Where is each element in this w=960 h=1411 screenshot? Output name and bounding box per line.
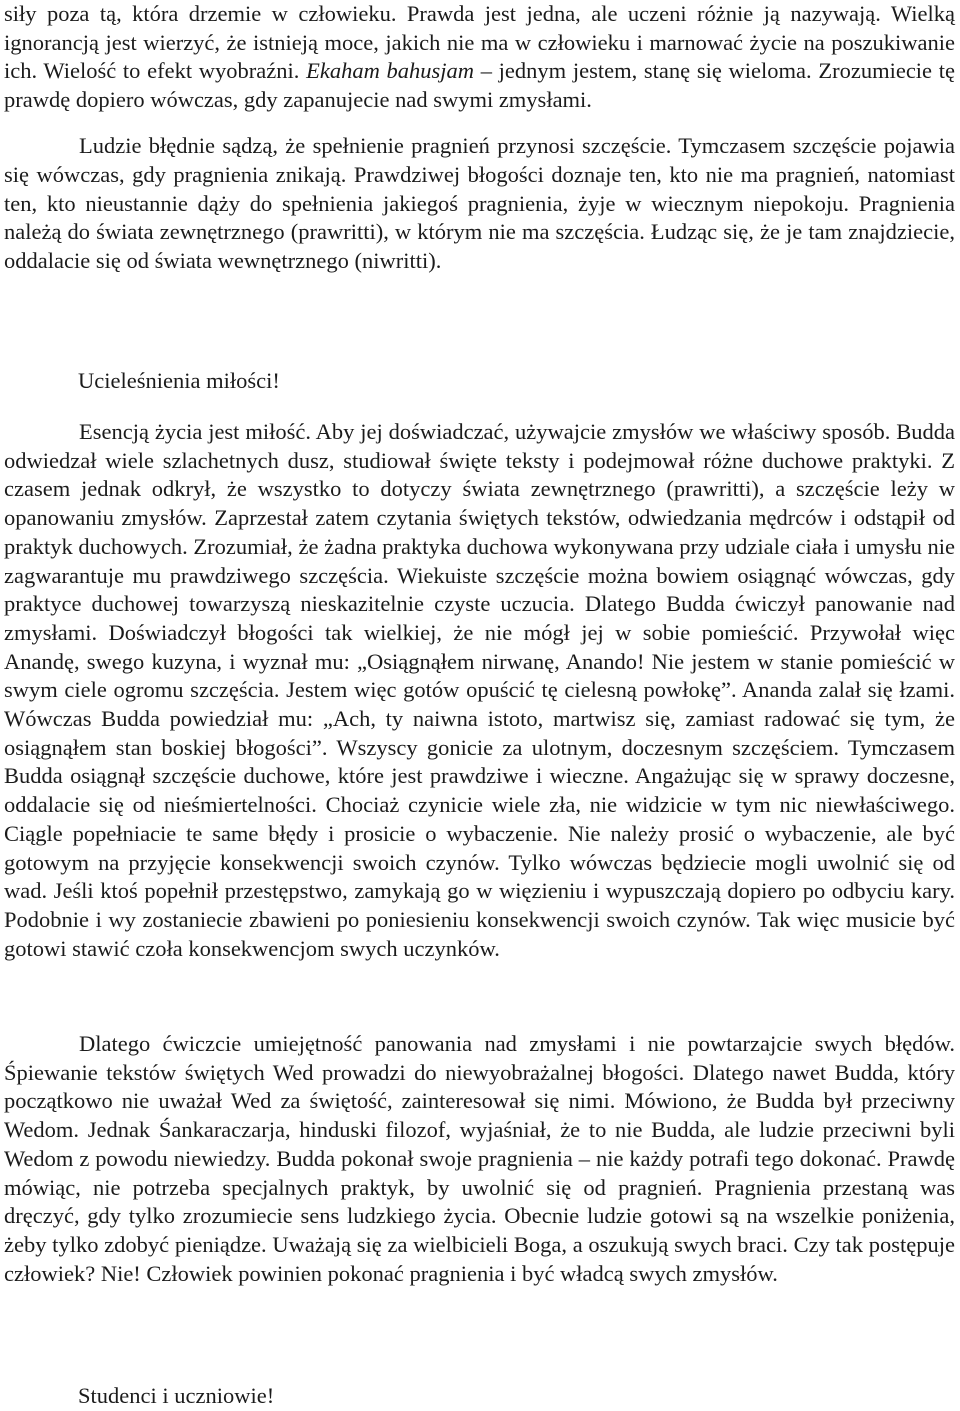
paragraph-1-text-b: – jednym jestem, stanę się wieloma. Zrozumiecie tę prawdę dopiero wówczas, gdy zapanujecie nad swymi zmysłami. <box>4 58 955 113</box>
paragraph-1-text-a: siły poza tą, która drzemie w człowieku. Prawda jest jedna, ale uczeni różnie ją nazywają. Wielką ignorancją jest wierzyć, że istnieją moce, jakich nie ma w człowieku i marnować życie na poszukiwanie ich. Wielość to efekt wyobraźni. <box>4 1 955 84</box>
paragraph-2: Ludzie błędnie sądzą, że spełnienie pragnień przynosi szczęście. Tymczasem szczęście pojawia się wówczas, gdy pragnienia znikają. Prawdziwej błogości doznaje ten, kto nie ma pragnień, natomiast ten, kto nieustannie dąży do spełnienia jakiegoś pragnienia, żyje w wiecznym niepokoju. Pragnienia należą do świata zewnętrznego (prawritti), w którym nie ma szczęścia. Łudząc się, że je tam znajdziecie, oddalacie się od świata wewnętrznego (niwritti). <box>4 133 955 274</box>
paragraph-3: Esencją życia jest miłość. Aby jej doświadczać, używajcie zmysłów we właściwy sposób. Budda odwiedzał wiele szlachetnych dusz, studiował święte teksty i podejmował różne duchowe praktyki. Z czasem jednak odkrył, że wszystko to dotyczy świata zewnętrznego (prawritti), a szczęście leży w opanowaniu zmysłów. Zaprzestał zatem czytania świętych tekstów, odwiedzania mędrców i odstąpił od praktyk duchowych. Zrozumiał, że żadna praktyka duchowa wykonywana przy udziale ciała i umysłu nie zagwarantuje mu prawdziwego szczęścia. Wiekuiste szczęście można bowiem osiągnąć wówczas, gdy praktyce duchowej towarzyszą nieskazitelnie czyste uczucia. Dlatego Budda ćwiczył panowanie nad zmysłami. Doświadczył błogości tak wielkiej, że nie mógł jej w sobie pomieścić. Przywołał więc Anandę, swego kuzyna, i wyznał mu: „Osiągnąłem nirwanę, Anando! Nie jestem w stanie pomieścić w swym ciele ogromu szczęścia. Jestem więc gotów opuścić tę cielesną powłokę”. Ananda zalał się łzami. Wówczas Budda powiedział mu: „Ach, ty naiwna istoto, martwisz się, zamiast radować się tym, że osiągnąłem stan boskiej błogości”. Wszyscy gonicie za ulotnym, doczesnym szczęściem. Tymczasem Budda osiągnął szczęście duchowe, które jest prawdziwe i wieczne. Angażując się w sprawy doczesne, oddalacie się od nieśmiertelności. Chociaż czynicie wiele zła, nie widzicie w tym nic niewłaściwego. Ciągle popełniacie te same błędy i prosicie o wybaczenie. Nie należy prosić o wybaczenie, ale być gotowym na przyjęcie konsekwencji swoich czynów. Tylko wówczas będziecie mogli uwolnić się od wad. Jeśli ktoś popełnił przestępstwo, zamykają go w więzieniu i wypuszczają dopiero po odbyciu kary. Podobnie i wy zostaniecie zbawieni po poniesieniu konsekwencji swoich czynów. Tak więc musicie być gotowi stawić czoła konsekwencjom swych uczynków. <box>4 419 955 961</box>
paragraph-4-block <box>4 1030 955 1288</box>
paragraph-3-block <box>4 418 955 963</box>
section-heading: Ucieleśnienia miłości! <box>78 368 280 393</box>
paragraph-1-italic-phrase: Ekaham bahusjam <box>306 58 475 84</box>
paragraph-1 <box>4 0 955 115</box>
paragraph-4: Dlatego ćwiczcie umiejętność panowania nad zmysłami i nie powtarzajcie swych błędów. Śpiewanie tekstów świętych Wed prowadzi do niewyobrażalnej błogości. Dlatego nawet Budda, który początkowo nie uważał Wed za świętość, zainteresował się nimi. Mówiono, że Budda był przeciwny Wedom. Jednak Śankaraczarja, hinduski filozof, wyjaśniał, że to nie Budda, ale ludzie przeciwni byli Wedom z powodu niewiedzy. Budda pokonał swoje pragnienia – nie każdy potrafi tego dokonać. Prawdę mówiąc, nie potrzeba specjalnych praktyk, by uwolnić się od pragnień. Pragnienia przestaną was dręczyć, gdy tylko zrozumiecie sens ludzkiego życia. Obecnie ludzie gotowi są na wszelkie poniżenia, żeby tylko zdobyć pieniądze. Uważają się za wielbicieli Boga, a oszukują swych braci. Czy tak postępuje człowiek? Nie! Człowiek powinien pokonać pragnienia i być władcą swych zmysłów. <box>4 1031 955 1286</box>
document-page <box>4 0 955 276</box>
closing-address: Studenci i uczniowie! <box>78 1383 275 1408</box>
